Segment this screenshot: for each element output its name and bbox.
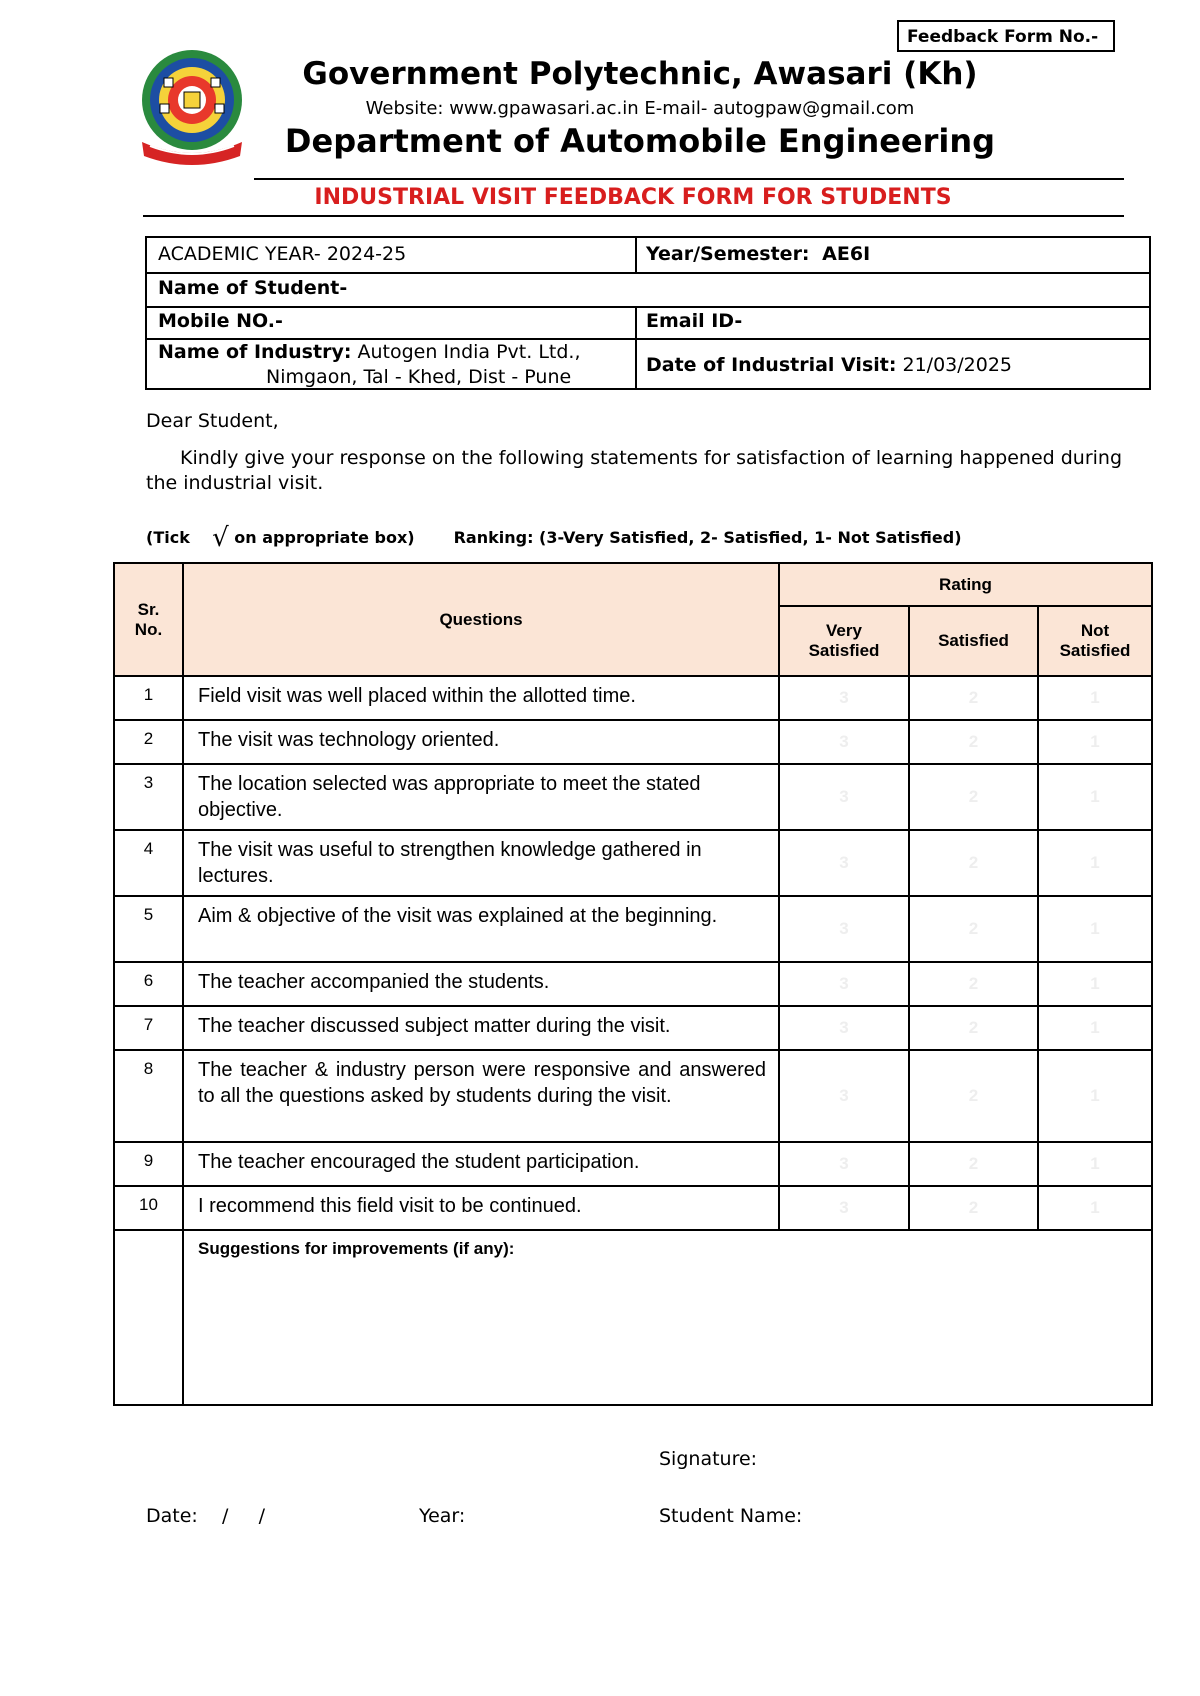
row-sr-number: 10	[114, 1186, 183, 1230]
row-question: The teacher encouraged the student participation.	[183, 1142, 779, 1186]
row-sr-number: 8	[114, 1050, 183, 1142]
industry-name-line1: Autogen India Pvt. Ltd.,	[357, 341, 581, 363]
table-row	[114, 896, 1152, 962]
rating-checkbox-cell[interactable]: 1	[1038, 1050, 1152, 1142]
table-row	[114, 1186, 1152, 1230]
instruction-text: Kindly give your response on the following statements for satisfaction of learning happened during the industrial visit.	[146, 447, 1123, 494]
row-question: The visit was useful to strengthen knowledge gathered in lectures.	[183, 830, 779, 896]
feedback-form-number-box: Feedback Form No.-	[897, 20, 1115, 52]
table-row	[114, 830, 1152, 896]
rating-checkbox-cell[interactable]: 1	[1038, 1142, 1152, 1186]
rating-checkbox-cell[interactable]: 3	[779, 830, 909, 896]
sr-no-header: Sr. No.	[114, 563, 183, 676]
row-sr-number: 3	[114, 764, 183, 830]
rating-checkbox-cell[interactable]: 1	[1038, 962, 1152, 1006]
table-row	[114, 720, 1152, 764]
rating-checkbox-cell[interactable]: 2	[909, 830, 1038, 896]
department-name: Department of Automobile Engineering	[284, 122, 996, 160]
header-divider-top	[254, 178, 1124, 180]
rating-checkbox-cell[interactable]: 2	[909, 962, 1038, 1006]
tick-close-text: on appropriate box)	[234, 528, 415, 547]
student-name-field[interactable]: Name of Student-	[158, 277, 348, 299]
rating-checkbox-cell[interactable]: 2	[909, 896, 1038, 962]
rating-checkbox-cell[interactable]: 3	[779, 1006, 909, 1050]
rating-checkbox-cell[interactable]: 1	[1038, 720, 1152, 764]
suggestions-row	[114, 1230, 1152, 1405]
rating-checkbox-cell[interactable]: 3	[779, 1050, 909, 1142]
institute-name: Government Polytechnic, Awasari (Kh)	[302, 56, 978, 92]
rating-checkbox-cell[interactable]: 2	[909, 1142, 1038, 1186]
rating-checkbox-cell[interactable]: 3	[779, 764, 909, 830]
rating-header: Rating	[779, 563, 1152, 606]
check-icon: √	[212, 523, 229, 553]
date-label: Date:	[146, 1505, 198, 1527]
table-row	[114, 676, 1152, 720]
mobile-number-field[interactable]: Mobile NO.-	[158, 310, 283, 332]
rating-checkbox-cell[interactable]: 3	[779, 676, 909, 720]
suggestions-sr-cell	[114, 1230, 183, 1405]
semester-value: AE6I	[822, 243, 871, 265]
info-row-divider	[147, 272, 1149, 274]
form-title: INDUSTRIAL VISIT FEEDBACK FORM FOR STUDENTS	[314, 185, 952, 210]
rating-checkbox-cell[interactable]: 3	[779, 896, 909, 962]
rating-checkbox-cell[interactable]: 2	[909, 764, 1038, 830]
table-row	[114, 1006, 1152, 1050]
table-row	[114, 1050, 1152, 1142]
row-question: The visit was technology oriented.	[183, 720, 779, 764]
academic-year-field	[147, 243, 406, 265]
rating-checkbox-cell[interactable]: 3	[779, 720, 909, 764]
visit-date-value: 21/03/2025	[902, 354, 1013, 376]
row-sr-number: 7	[114, 1006, 183, 1050]
row-sr-number: 4	[114, 830, 183, 896]
table-row	[114, 1142, 1152, 1186]
row-question: Field visit was well placed within the allotted time.	[183, 676, 779, 720]
tick-instruction	[146, 520, 962, 553]
row-sr-number: 5	[114, 896, 183, 962]
row-question: Aim & objective of the visit was explained at the beginning.	[183, 896, 779, 962]
industry-name-field	[147, 340, 633, 390]
institute-logo	[136, 46, 248, 170]
student-name-label: Student Name:	[659, 1505, 803, 1527]
table-row	[114, 764, 1152, 830]
rating-checkbox-cell[interactable]: 2	[909, 676, 1038, 720]
ranking-legend: Ranking: (3-Very Satisfied, 2- Satisfied, 1- Not Satisfied)	[453, 528, 962, 547]
row-question: I recommend this field visit to be continued.	[183, 1186, 779, 1230]
rating-checkbox-cell[interactable]: 2	[909, 720, 1038, 764]
greeting: Dear Student,	[146, 410, 279, 432]
rating-checkbox-cell[interactable]: 2	[909, 1050, 1038, 1142]
row-sr-number: 2	[114, 720, 183, 764]
row-question: The location selected was appropriate to meet the stated objective.	[183, 764, 779, 830]
industry-name-line2: Nimgaon, Tal - Khed, Dist - Pune	[266, 366, 572, 388]
institute-contact: Website: www.gpawasari.ac.in E-mail- autogpaw@gmail.com	[365, 98, 915, 119]
rating-checkbox-cell[interactable]: 1	[1038, 896, 1152, 962]
rating-column-header: Very Satisfied	[779, 606, 909, 676]
row-question: The teacher accompanied the students.	[183, 962, 779, 1006]
rating-checkbox-cell[interactable]: 1	[1038, 1006, 1152, 1050]
semester-field	[635, 243, 870, 265]
row-sr-number: 9	[114, 1142, 183, 1186]
rating-column-header: Satisfied	[909, 606, 1038, 676]
visit-date-field	[635, 354, 1012, 376]
student-info-box	[145, 236, 1151, 390]
date-slashes: / /	[222, 1505, 266, 1527]
suggestions-field[interactable]: Suggestions for improvements (if any):	[183, 1230, 1152, 1405]
questions-header: Questions	[183, 563, 779, 676]
visit-date-label: Date of Industrial Visit:	[646, 354, 897, 376]
year-label: Year:	[419, 1505, 466, 1527]
signature-label: Signature:	[659, 1448, 758, 1470]
industry-label: Name of Industry:	[158, 341, 352, 363]
rating-checkbox-cell[interactable]: 1	[1038, 676, 1152, 720]
info-row-divider	[147, 306, 1149, 308]
rating-checkbox-cell[interactable]: 2	[909, 1006, 1038, 1050]
feedback-questions-table	[113, 562, 1153, 1406]
header-divider-bottom	[143, 215, 1124, 217]
semester-label: Year/Semester:	[646, 243, 810, 265]
date-field	[146, 1505, 265, 1527]
rating-checkbox-cell[interactable]: 3	[779, 1186, 909, 1230]
email-field[interactable]: Email ID-	[646, 310, 743, 332]
row-sr-number: 6	[114, 962, 183, 1006]
row-question: The teacher & industry person were responsive and answered to all the questions asked by students during the visit.	[183, 1050, 779, 1142]
row-sr-number: 1	[114, 676, 183, 720]
academic-year-label: ACADEMIC YEAR-	[158, 243, 321, 265]
rating-checkbox-cell[interactable]: 1	[1038, 1186, 1152, 1230]
tick-open-text: (Tick	[146, 528, 190, 547]
rating-checkbox-cell[interactable]: 1	[1038, 764, 1152, 830]
rating-column-header: Not Satisfied	[1038, 606, 1152, 676]
table-row	[114, 962, 1152, 1006]
row-question: The teacher discussed subject matter during the visit.	[183, 1006, 779, 1050]
rating-checkbox-cell[interactable]: 2	[909, 1186, 1038, 1230]
rating-checkbox-cell[interactable]: 3	[779, 1142, 909, 1186]
academic-year-value: 2024-25	[326, 243, 407, 265]
rating-checkbox-cell[interactable]: 3	[779, 962, 909, 1006]
rating-checkbox-cell[interactable]: 1	[1038, 830, 1152, 896]
